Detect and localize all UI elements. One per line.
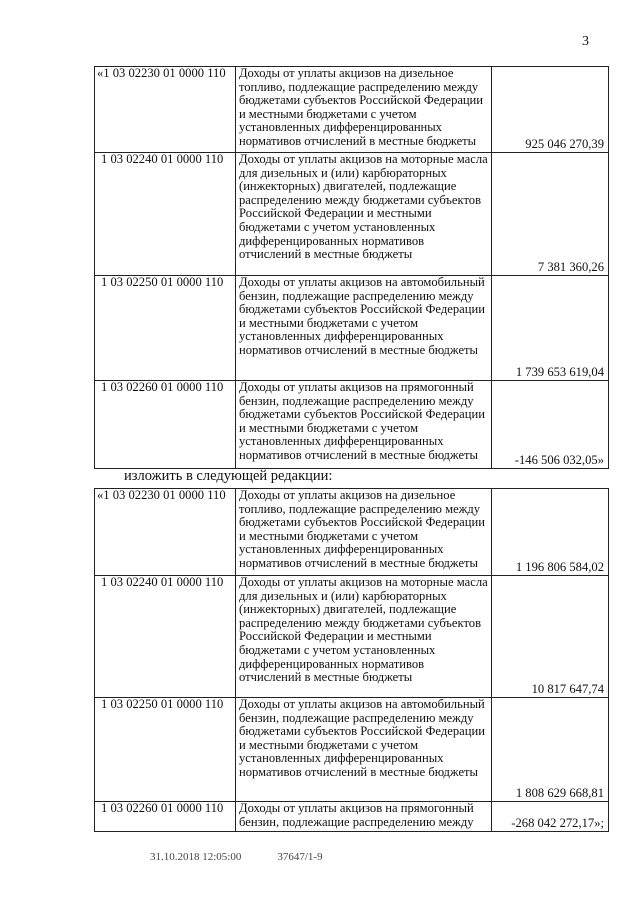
budget-code: 1 03 02240 01 0000 110 — [95, 153, 236, 276]
revenue-name — [236, 381, 492, 469]
revenue-name — [236, 489, 492, 576]
amount: -268 042 272,17»; — [492, 802, 609, 832]
table-row — [95, 802, 609, 832]
amount: 1 196 806 584,02 — [492, 489, 609, 576]
budget-code: 1 03 02240 01 0000 110 — [95, 576, 236, 698]
amendment-instruction: изложить в следующей редакции: — [124, 468, 333, 484]
revenue-name-text: Доходы от уплаты акцизов на дизельное топливо, подлежащие распределению между бюджетами субъектов Российской Федерации и местными бюджетами с учетом установленных дифференцированных нормативов отчислений в местные бюджеты — [239, 488, 485, 570]
amount: 10 817 647,74 — [492, 576, 609, 698]
table-row — [95, 276, 609, 381]
footer-timestamp: 31.10.2018 12:05:00 — [150, 851, 242, 863]
amount: 1 808 629 668,81 — [492, 698, 609, 802]
budget-code: 1 03 02250 01 0000 110 — [95, 276, 236, 381]
budget-code: 1 03 02260 01 0000 110 — [95, 802, 236, 832]
amount: 1 739 653 619,04 — [492, 276, 609, 381]
budget-code: 1 03 02260 01 0000 110 — [95, 381, 236, 469]
revenue-table-current — [94, 66, 609, 469]
revenue-name-text: Доходы от уплаты акцизов на автомобильный бензин, подлежащие распределению между бюджетами субъектов Российской Федерации и местными бюджетами с учетом установленных дифференцированных нормативов отчислений в местные бюджеты — [239, 697, 485, 779]
table-row — [95, 381, 609, 469]
revenue-name — [236, 276, 492, 381]
amount: -146 506 032,05» — [492, 381, 609, 469]
table-row — [95, 576, 609, 698]
revenue-name — [236, 802, 492, 832]
document-footer — [150, 851, 323, 864]
revenue-name-text: Доходы от уплаты акцизов на моторные масла для дизельных и (или) карбюраторных (инжекторных) двигателей, подлежащие распределению между бюджетами субъектов Российской Федерации и местными бюджетами с учетом установленных дифференцированных нормативов отчислений в местные бюджеты — [239, 575, 488, 685]
revenue-name — [236, 576, 492, 698]
revenue-table-amended — [94, 488, 609, 832]
table-row — [95, 489, 609, 576]
budget-code: 1 03 02250 01 0000 110 — [95, 698, 236, 802]
table-row — [95, 153, 609, 276]
table-row — [95, 67, 609, 153]
amount: 925 046 270,39 — [492, 67, 609, 153]
revenue-name-text: Доходы от уплаты акцизов на автомобильный бензин, подлежащие распределению между бюджетами субъектов Российской Федерации и местными бюджетами с учетом установленных дифференцированных нормативов отчислений в местные бюджеты — [239, 275, 485, 357]
revenue-name — [236, 698, 492, 802]
revenue-name-text: Доходы от уплаты акцизов на дизельное топливо, подлежащие распределению между бюджетами субъектов Российской Федерации и местными бюджетами с учетом установленных дифференцированных нормативов отчислений в местные бюджеты — [239, 66, 483, 148]
table-row — [95, 698, 609, 802]
budget-code: «1 03 02230 01 0000 110 — [95, 67, 236, 153]
footer-doc-id: 37647/1-9 — [277, 851, 323, 863]
page-number: 3 — [582, 34, 589, 49]
revenue-name — [236, 153, 492, 276]
revenue-name — [236, 67, 492, 153]
amount: 7 381 360,26 — [492, 153, 609, 276]
revenue-name-text: Доходы от уплаты акцизов на прямогонный бензин, подлежащие распределению между — [239, 801, 474, 829]
revenue-name-text: Доходы от уплаты акцизов на прямогонный бензин, подлежащие распределению между бюджетами субъектов Российской Федерации и местными бюджетами с учетом установленных дифференцированных нормативов отчислений в местные бюджеты — [239, 380, 485, 462]
revenue-name-text: Доходы от уплаты акцизов на моторные масла для дизельных и (или) карбюраторных (инжекторных) двигателей, подлежащие распределению между бюджетами субъектов Российской Федерации и местными бюджетами с учетом установленных дифференцированных нормативов отчислений в местные бюджеты — [239, 152, 488, 262]
budget-code: «1 03 02230 01 0000 110 — [95, 489, 236, 576]
